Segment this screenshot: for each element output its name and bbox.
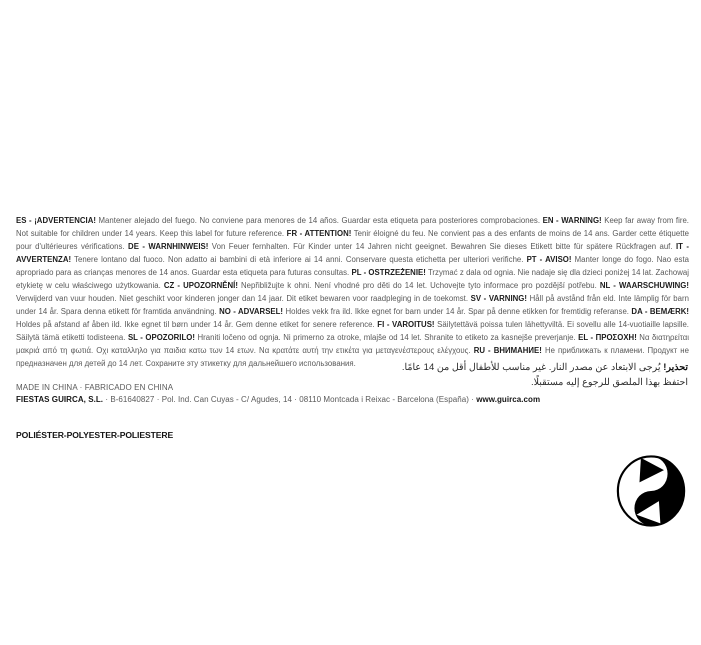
company-line [16, 395, 540, 404]
warning-lang-head: FI - VAROITUS! [377, 320, 435, 329]
warning-lang-head: FR - ATTENTION! [286, 229, 352, 238]
warning-lang-head: NL - WAARSCHUWING! [599, 281, 689, 290]
made-in-line: MADE IN CHINA · FABRICADO EN CHINA [16, 383, 174, 392]
warning-text: ES - ¡ADVERTENCIA! Mantener alejado del fuego. No conviene para menores de 14 años. Guardar esta etiqueta para posteriores comprobaciones. EN - WARNING! Keep far away from fire. Not suitable for children under 14 years. Keep this label for future reference. FR - ATTENTION! Tenir éloigné du feu. Ne convient pas a des enfants de moins de 14 ans. Garder cette étiquette pour d'ultérieures vérifications. DE - WARNHINWEIS! Von Feuer fernhalten. Für Kinder unter 14 Jahren nicht geeignet. Bewahren Sie dieses Etikett bitte für spätere Rückfragen auf. IT - AVVERTENZA! Tenere lontano dal fuoco. Non adatto ai bambini di età inferiore ai 14 anni. Conservare questa etichetta per ulteriori verifiche. PT - AVISO! Manter longe do fogo. Nao esta apropriado para as crianças menores de 14 anos. Guardar esta etiqueta para futuras consultas. PL - OSTRZEŻENIE! Trzymać z dala od ognia. Nie nadaje się dla dzieci poniżej 14 lat. Zachowaj etykietę w celu właściwego użytkowania. CZ - UPOZORNĚNÍ! Nepřibližujte k ohni. Není vhodné pro děti do 14 let. Uchovejte tyto informace pro pozdější potřebu. NL - WAARSCHUWING! Verwijderd van vuur houden. Niet geschikt voor kinderen jonger dan 14 jaar. Dit etiket bewaren voor raadpleging in de toekomst. SV - VARNING! Håll på avstånd från eld. Inte lämplig för barn under 14 år. Spara denna etikett för framtida användning. NO - ADVARSEL! Holdes vekk fra ild. Ikke egnet for barn under 14 år. Spar på denne etikken for fremtidig referanse. DA - BEMÆRK! Holdes på afstand af åben ild. Ikke egnet til børn under 14 år. Gem denne etiket for senere reference. FI - VAROITUS! Säilytettävä poissa tulen lähettyviltä. Ei sovellu alle 14-vuotiaille lapsille. Säilytä tämä etiketti todisteena. SL - OPOZORILO! Hraniti ločeno od ognja. Ni primerno za otroke, mlajše od 14 let. Shranite to etiketo za kasnejše preverjanje. EL - ΠΡΟΣΟΧΗ! Να διατηρείται μακριά από τη φωτιά. Οχι καταλληλο για παιδια κατω των 14 ετων. Να κρατάτε αυτή την ετικέτα για μεταγενέστερους ελέγχους. RU - ВНИМАНИЕ! Не приближать к пламени. Продукт не предназначен для детей до 14 лет. Сохраните эту этикетку для дальнейшего использования. [16, 216, 690, 368]
warning-lang-head: DE - WARNHINWEIS! [128, 242, 209, 251]
warning-lang-head: EN - WARNING! [542, 216, 602, 225]
warning-lang-head: EL - ΠΡΟΣΟΧΗ! [578, 333, 637, 342]
warning-lang-head: PL - OSTRZEŻENIE! [351, 268, 426, 277]
company-website: www.guirca.com [476, 395, 541, 404]
warning-lang-head: IT - AVVERTENZA! [16, 242, 689, 264]
warning-lang-head: PT - AVISO! [526, 255, 572, 264]
warning-lang-head: RU - ВНИМАНИЕ! [473, 346, 542, 355]
warning-lang-head: SV - VARNING! [470, 294, 527, 303]
arabic-warning-text: يُرجى الابتعاد عن مصدر النار. غير مناسب للأطفال أقل من 14 عامًا. احتفظ بهذا الملصق للرجوع إليه مستقبلًا. [401, 362, 688, 388]
material-line: POLIÉSTER-POLYESTER-POLIESTERE [16, 430, 174, 440]
warning-lang-head: NO - ADVARSEL! [219, 307, 284, 316]
warning-lang-head: ES - ¡ADVERTENCIA! [16, 216, 96, 225]
warning-lang-head: CZ - UPOZORNĚNÍ! [163, 281, 238, 290]
warning-lang-head: DA - BEMÆRK! [631, 307, 690, 316]
arabic-warning [396, 361, 688, 390]
warning-lang-head: SL - OPOZORILO! [127, 333, 195, 342]
company-details: · B-61640827 · Pol. Ind. Can Cuyas - C/ Agudes, 14 · 08110 Montcada i Reixac - Barcelona (España) · [103, 395, 477, 404]
green-dot-recycling-icon [615, 451, 687, 531]
company-name: FIESTAS GUIRCA, S.L. [16, 395, 104, 404]
arabic-warning-head: تحذير! [663, 362, 688, 373]
